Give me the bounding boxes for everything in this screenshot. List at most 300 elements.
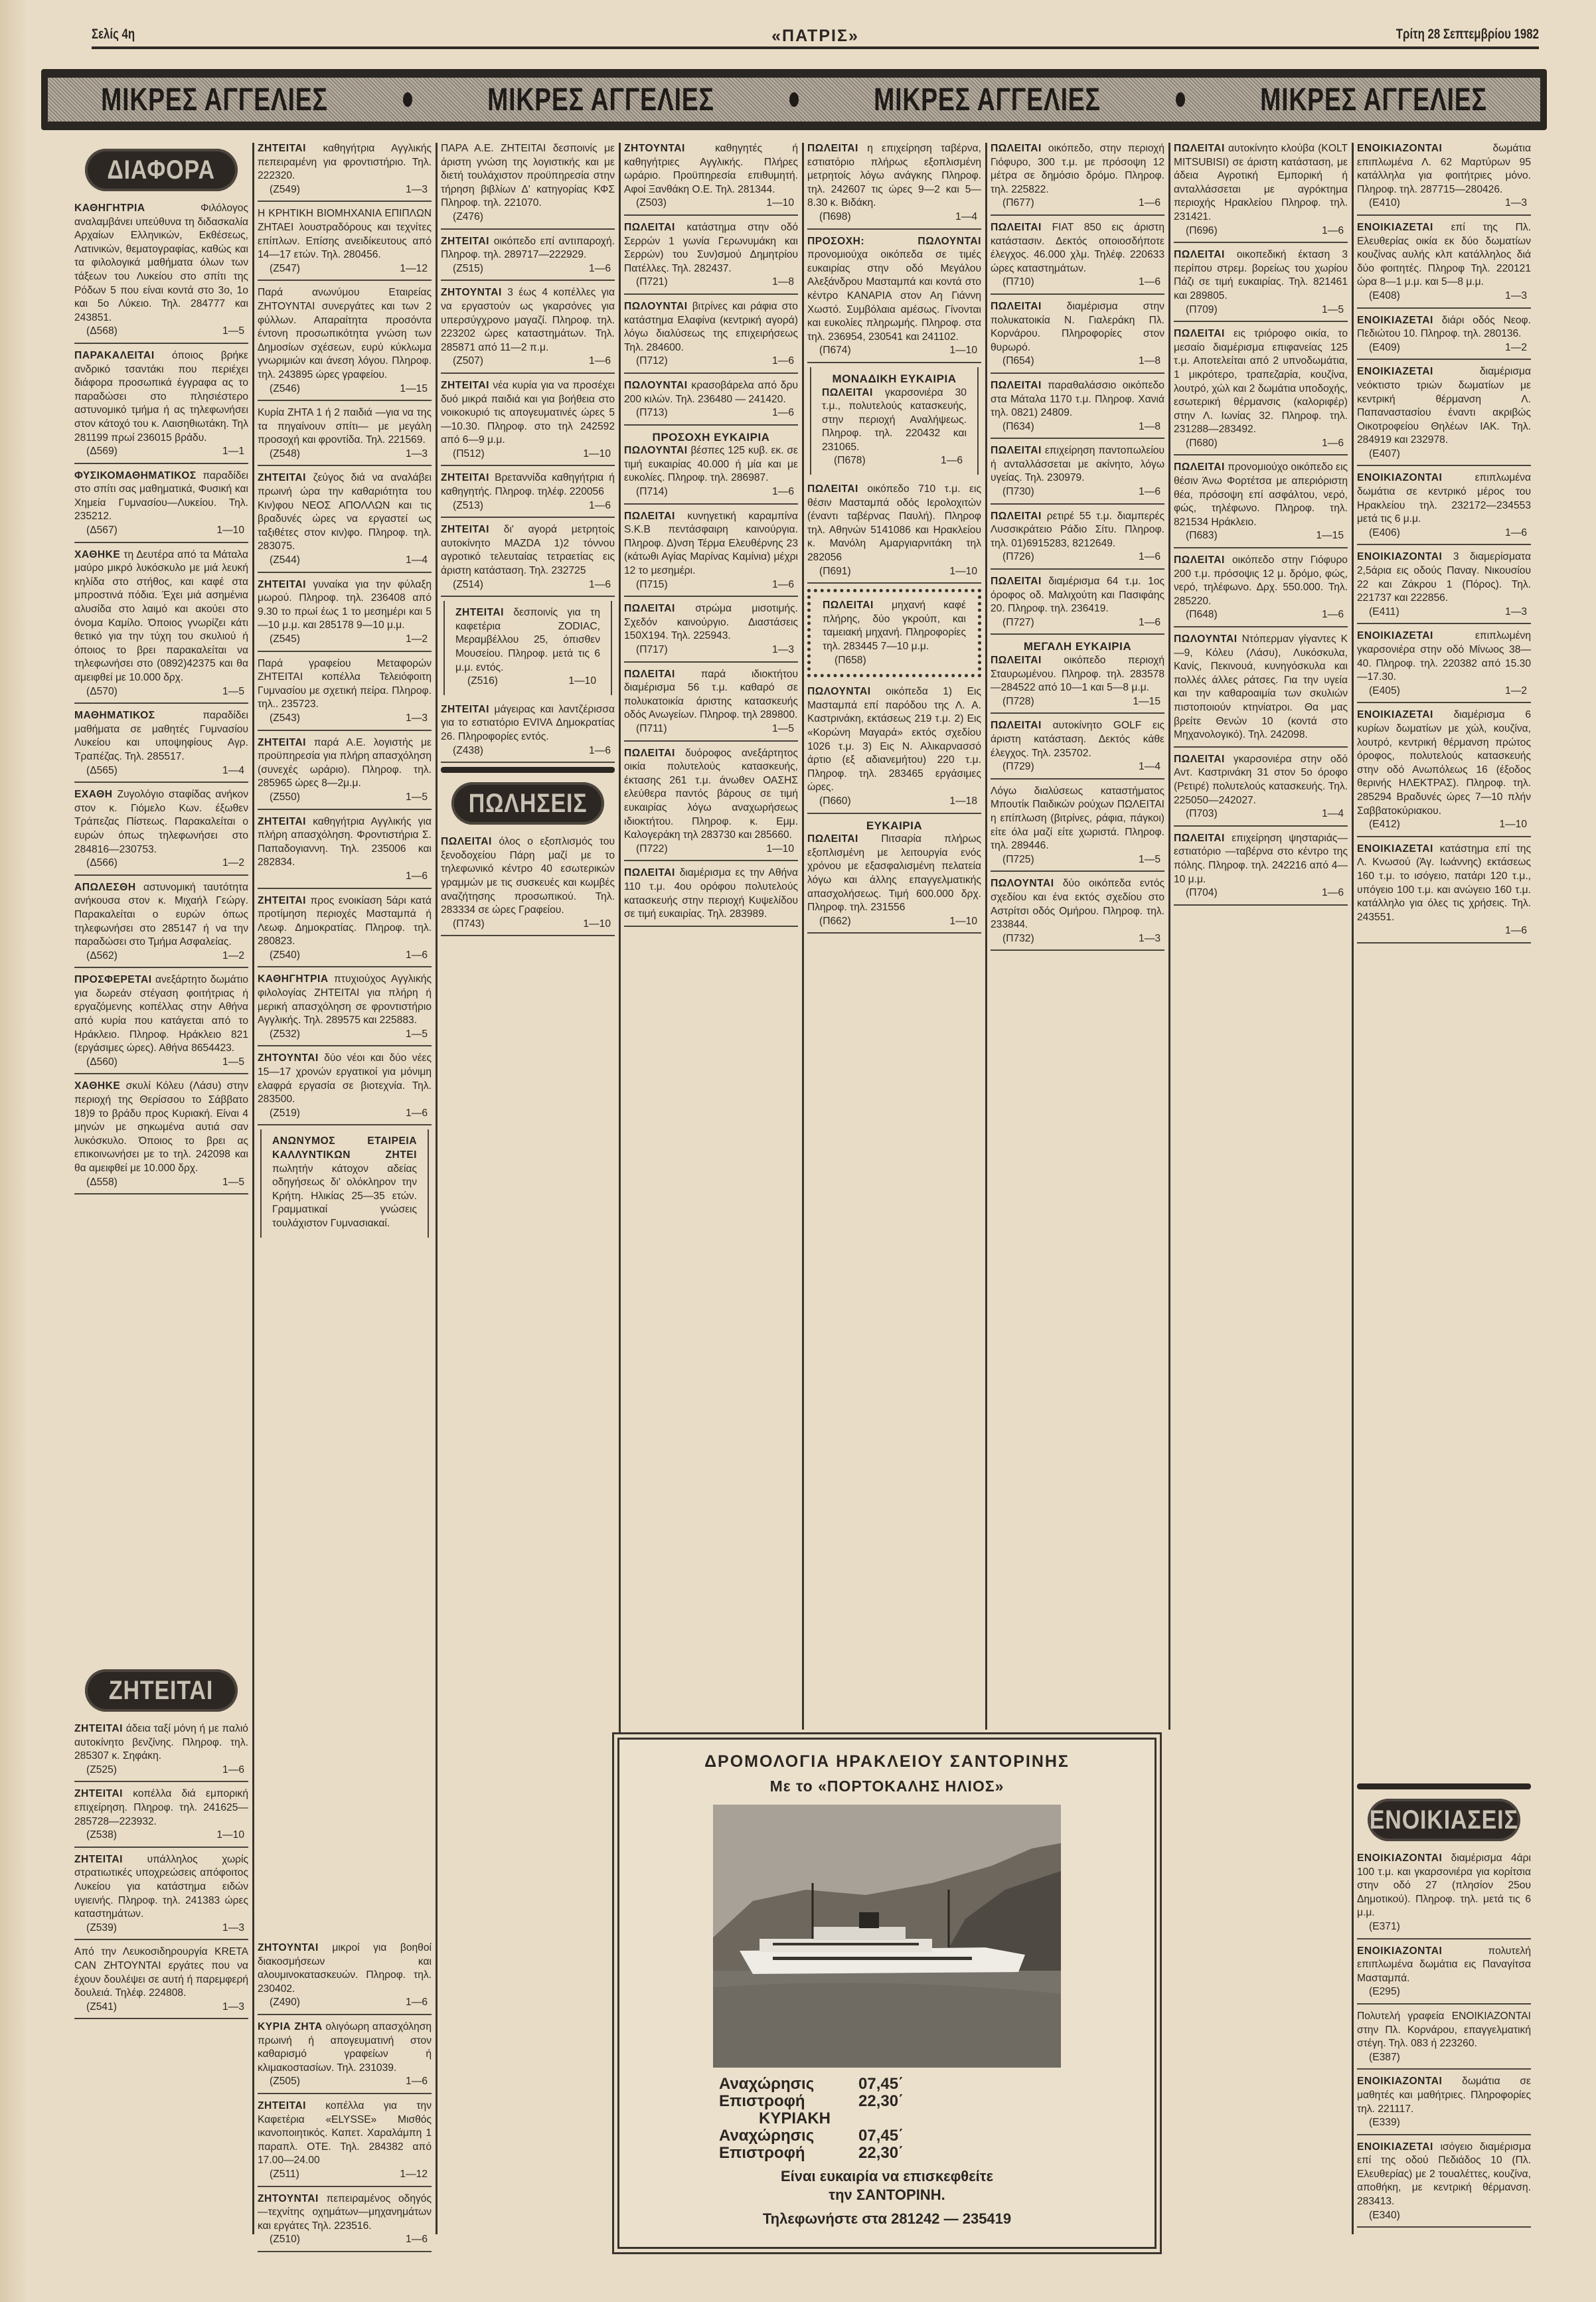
ad-keyword: ΠΩΛΕΙΤΑΙ	[991, 510, 1042, 522]
ad-run: 1—10	[216, 525, 244, 536]
ad-code: (Π648)	[1186, 609, 1218, 621]
ad-body: στρώμα μισοτιμής. Σχεδόν καινούργιο. Διαστάσεις 150Χ194. Τηλ. 225943.	[624, 603, 798, 642]
ad-keyword: ΠΩΛΟΥΝΤΑΙ	[624, 445, 688, 457]
classified-ad	[258, 734, 432, 810]
classified-column-lower	[258, 1939, 432, 2246]
ad-code: (Π717)	[636, 644, 668, 655]
classified-ad	[807, 139, 981, 230]
classified-ad	[1357, 1942, 1531, 2005]
ad-text	[258, 471, 432, 554]
ad-meta	[258, 2075, 432, 2089]
ad-code: (Δ565)	[86, 764, 118, 776]
classified-ad	[991, 782, 1164, 872]
ad-text	[441, 235, 615, 262]
ad-text	[991, 221, 1164, 276]
classified-ad	[1174, 829, 1348, 906]
ad-body: οικοπεδική έκταση 3 περίπου στρεμ. βορείως του χωρίου Πάζι σε τιμή ευκαιρίας. Τηλ. 821461 και 289805.	[1174, 249, 1348, 301]
bullet-icon	[1176, 92, 1185, 107]
ad-keyword: ΠΩΛΟΥΝΤΑΙ	[1174, 633, 1237, 645]
classified-ad	[258, 205, 432, 281]
ad-text	[1174, 633, 1348, 742]
ad-run: 1—4	[955, 210, 977, 222]
ad-text	[991, 142, 1164, 197]
ad-code: (Π683)	[1186, 530, 1218, 542]
ad-text	[1357, 550, 1531, 605]
ad-keyword: ΠΡΟΣΟΧΗ: ΠΩΛΟΥΝΤΑΙ	[807, 235, 981, 247]
ad-code: (Π698)	[819, 210, 851, 222]
ad-meta	[991, 276, 1164, 289]
ad-text	[624, 379, 798, 406]
classified-ad	[258, 1939, 432, 2015]
ad-text	[624, 444, 798, 485]
ad-run: 1—10	[583, 448, 611, 459]
ad-run: 1—8	[772, 276, 794, 288]
header-rule	[92, 46, 1539, 49]
ad-run: 1—6	[406, 2234, 428, 2246]
ad-run: 1—4	[1139, 761, 1160, 773]
ad-text	[823, 599, 966, 653]
ad-text	[74, 788, 248, 857]
ad-meta	[624, 197, 798, 210]
ad-meta	[258, 1996, 432, 2010]
ad-body: πολυτελή επιπλωμένα δωμάτια εις Παναγίτσα Μασταμπά.	[1357, 1945, 1531, 1984]
ad-meta	[1357, 2051, 1531, 2065]
classified-ad	[74, 706, 248, 783]
ad-run: 1—6	[222, 1764, 244, 1775]
ad-text	[258, 142, 432, 183]
ad-code: (Π722)	[636, 843, 668, 855]
ad-keyword: ΕΝΟΙΚΙΑΖΟΝΤΑΙ	[1357, 2076, 1443, 2088]
ad-meta	[441, 578, 615, 592]
ad-text	[74, 202, 248, 325]
ad-text	[807, 483, 981, 565]
ad-text	[1357, 365, 1531, 448]
ad-text	[258, 286, 432, 382]
ad-keyword: ΧΑΘΗΚΕ	[74, 548, 121, 560]
classified-ad	[258, 655, 432, 731]
ad-body: ζεύγος διά να αναλάβει πρωινή ώρα την καθαριότητα του Κιν)φου ΝΕΟΣ ΑΠΟΛΛΩΝ και τις βραδυνές ώρες να εργαστεί ως ταξιθέτες στον κιν)φο. Πληροφ. τηλ. 283075.	[258, 472, 432, 552]
ad-code: (Z510)	[270, 2234, 300, 2246]
ad-code: (Π691)	[819, 565, 851, 577]
ad-run: 1—6	[772, 355, 794, 367]
ad-meta	[441, 262, 615, 276]
ad-meta	[807, 210, 981, 224]
ad-body: οικόπεδα 1) Εις Μασταμπά επί παρόδου της Λ. Α. Καστρινάκη, εκτάσεως 219 τ.μ. 2) Εις «Κορώνη Μαγαρά» εκτός σχεδίου 1026 τ.μ. 3) Εις Ν. Αλικαρνασσό άρτιο (εξ αδιανεμήτου) 220 τ.μ. Πληροφ. τηλ. 283465 εργάσιμες ώρες.	[807, 686, 981, 793]
classified-ad	[1174, 551, 1348, 627]
ad-text	[258, 2192, 432, 2234]
ad-keyword: ΖΗΤΕΙΤΑΙ	[258, 2099, 307, 2111]
ad-meta	[258, 183, 432, 197]
classified-ad	[1357, 363, 1531, 466]
ad-run: 1—10	[766, 843, 794, 855]
ad-code: (Δ569)	[86, 446, 118, 457]
ad-run: 1—6	[589, 578, 611, 590]
ad-run: 1—2	[1505, 341, 1527, 353]
ad-keyword: ΧΑΘΗΚΕ	[74, 1080, 121, 1092]
ad-text	[74, 349, 248, 445]
ad-keyword: ΠΩΛΕΙΤΑΙ	[441, 836, 492, 848]
classified-column	[258, 139, 432, 1926]
ad-code: (Ε387)	[1369, 2051, 1400, 2063]
ad-text	[1174, 327, 1348, 437]
ad-run: 1—5	[406, 791, 428, 803]
ad-body: μάγειρας και λαντζέρισσα για το εστιατόριο EVIVA Δημοκρατίας 26. Πληροφορίες εντός.	[441, 703, 615, 742]
issue-date: Τρίτη 28 Σεπτεμβρίου 1982	[1396, 27, 1539, 42]
ad-text	[258, 406, 432, 448]
ad-keyword: ΖΗΤΕΙΤΑΙ	[455, 607, 505, 619]
classified-ad	[74, 546, 248, 704]
ship-photo	[713, 1805, 1061, 2068]
ad-body: πτυχιούχος Αγγλικής φιλολογίας ΖΗΤΕΙΤΑΙ για πλήρη ή μερική απασχόληση σε φροντιστήριο Αγγλικής. Τηλ. 289575 και 225883.	[258, 973, 432, 1027]
ad-run: 1—1	[222, 446, 244, 457]
ad-keyword: ΖΗΤΕΙΤΑΙ	[258, 894, 307, 906]
ad-body: προς ενοικίαση 5άρι κατά προτίμηση περιοχές Μασταμπά ή Λεωφ. Δημοκρατίας. Πληροφ. τηλ. 280823.	[258, 894, 432, 947]
ad-text	[1174, 248, 1348, 303]
ad-body: δεσποινίς για τη καφετέρια ZODIAC, Μεραμβέλλου 25, όπισθεν Μουσείου. Πληροφ. μετά τις 6 μ.μ. εντός.	[455, 607, 600, 673]
ad-keyword: ΠΩΛΕΙΤΑΙ	[807, 143, 858, 154]
return-time: 22,30΄	[858, 2092, 904, 2110]
ad-run: 1—2	[1505, 685, 1527, 697]
ad-code: (Z539)	[86, 1922, 117, 1933]
ad-body: οικόπεδο 710 τ.μ. εις θέσιν Μασταμπά οδός Ιερολοχιτών (έναντι ταβέρνας Παυλή). Πληροφ τηλ. Αθηνών 5141086 και Ηρακλείου κ. Μανόλη Αμαργιαρνιτάκη τηλ 282056	[807, 483, 981, 564]
ad-text	[1357, 142, 1531, 197]
ad-meta	[455, 675, 600, 689]
ad-code: (Π678)	[834, 455, 866, 467]
ad-meta	[807, 565, 981, 579]
ad-meta	[1357, 685, 1531, 699]
ad-meta	[258, 554, 432, 568]
ad-meta	[258, 633, 432, 647]
classified-ad	[1174, 750, 1348, 827]
ad-body: Πολυτελή γραφεία ΕΝΟΙΚΙΑΖΟΝΤΑΙ στην Πλ. Κορνάρου, επαγγελματική στέγη. Τηλ. 083 ή 223260.	[1357, 2010, 1531, 2050]
ad-run: 1—3	[772, 644, 794, 655]
ad-text	[441, 286, 615, 355]
ad-keyword: ΕΝΟΙΚΙΑΖΕΤΑΙ	[1357, 221, 1433, 233]
classified-ad	[991, 637, 1164, 714]
ad-keyword: ΖΗΤΕΙΤΑΙ	[74, 1723, 123, 1734]
banner-word: ΜΙΚΡΕΣ ΑΓΓΕΛΙΕΣ	[874, 82, 1101, 118]
ad-run: 1—4	[1322, 808, 1344, 820]
classified-ad	[624, 139, 798, 216]
ad-code: (Π704)	[1186, 887, 1218, 899]
ad-keyword: ΕΝΟΙΚΙΑΖΕΤΑΙ	[1357, 366, 1433, 378]
ad-body: δύο νέοι και δύο νέες 15—17 χρονών εργατικοί για μόνιμη ελαφρά εργασία σε βιοτεχνία. Τηλ. 283500.	[258, 1052, 432, 1106]
ad-meta	[1357, 289, 1531, 303]
ad-meta	[74, 857, 248, 870]
ad-body: όποιος βρήκε ανδρικό τσαντάκι που περιέχει διάφορα προσωπικά έγγραφα ας το παραδώσει στο πλησιέστερο αστυνομικό τμήμα ή ας τηλεφωνήσει στον κάτοχό του κ. Λαισηθιωτάκη. Τηλ 281199 πρωί 236015 βράδυ.	[74, 349, 248, 444]
ad-body: γυναίκα για την φύλαξη μωρού. Πληροφ. τηλ. 236408 από 9.30 το πρωί έως 1 το μεσημέρι και 5—10 μ.μ. και 285178 9—10 μ.μ.	[258, 578, 432, 631]
ferry-schedule	[719, 2076, 1155, 2162]
ad-text	[624, 142, 798, 197]
classified-ad	[258, 576, 432, 652]
ad-meta	[991, 932, 1164, 946]
ad-body: Η ΚΡΗΤΙΚΗ ΒΙΟΜΗΧΑΝΙΑ ΕΠΙΠΛΩΝ ΖΗΤΑΕΙ λουστραδόρους και τεχνίτες επίπλων. Επίσης ανειδίκευτους από 14—17 ετών. Τηλ. 280456.	[258, 208, 432, 261]
page-number: Σελίς 4η	[92, 27, 135, 42]
ad-run: 1—3	[406, 183, 428, 195]
ad-text	[272, 1135, 417, 1230]
ad-run: 1—10	[568, 675, 596, 687]
ad-text	[258, 736, 432, 791]
ad-keyword: ΖΗΤΕΙΤΑΙ	[441, 524, 490, 536]
ad-keyword: ΠΩΛΕΙΤΑΙ	[1174, 328, 1225, 340]
ad-text	[258, 1052, 432, 1106]
ad-meta	[258, 712, 432, 726]
ad-body: υπάλληλος χωρίς στρατιωτικές υποχρεώσεις απόφοιτος Λυκείου για κατάστημα ειδών υγιεινής. Πληροφ. τηλ. 241383 ώρες καταστημάτων.	[74, 1853, 248, 1920]
classified-column	[441, 139, 615, 1726]
ad-keyword: ΠΩΛΕΙΤΑΙ	[807, 833, 858, 845]
ad-run: 1—15	[1316, 530, 1344, 542]
classified-ad	[1357, 706, 1531, 837]
section-title: ΕΝΟΙΚΙΑΣΕΙΣ	[1370, 1805, 1518, 1835]
classified-ad	[441, 521, 615, 597]
ad-body: τη Δευτέρα από τα Μάταλα μαύρο μικρό λυκόσκυλο με μιά λευκή κηλίδα στο στήθος, και καφέ στα μπροστινά πόδια. Έχει μιά ασημένια αλυσίδα στο λαιμό και ακούει στο όνομα Καμίλο. Όποιος γνωρίζει κάτι θετικό για την τύχη του σκυλιού ή όποιος το βρει παρακαλείται να τηλεφωνήσει στο (0892)42375 και θα αμειφθεί με 10.000 δρχ.	[74, 548, 248, 683]
ad-code: (Π680)	[1186, 437, 1218, 449]
ad-keyword: ΠΩΛΕΙΤΑΙ	[991, 143, 1042, 154]
classified-ad	[1174, 139, 1348, 243]
ad-text	[1357, 471, 1531, 526]
ad-code: (Π732)	[1002, 932, 1034, 944]
ad-body: οικόπεδο επί αντιπαροχή. Πληροφ. τηλ. 289717—222929.	[441, 235, 615, 261]
ad-meta	[1174, 886, 1348, 900]
ad-keyword: ΠΩΛΟΥΝΤΑΙ	[991, 878, 1054, 890]
ad-keyword: ΕΧΑΘΗ	[74, 789, 113, 801]
ad-keyword: ΖΗΤΟΥΝΤΑΙ	[258, 1942, 319, 1953]
ad-body: επιχείρηση ψησταριάς— εστιατόριο —ταβέρνα στο κέντρο της πόλης. Πληροφ. τηλ. 242216 από 4—10 μ.μ.	[1174, 832, 1348, 885]
ad-text	[624, 221, 798, 276]
ad-body: εις τριόροφο οικία, το μεσαίο διαμέρισμα επιφανείας 125 τ.μ. Αποτελείται από 2 υπνοδωμάτια, 1 μικρότερο, τραπεζαρία, κουζίνα, λουτρό, χώλ και 2 δωμάτια υποδοχής, εσωτερική θέρμανσις (καλοριφέρ) στην Λ. Ιωνίας 32. Πληροφ. τηλ. 231288—283492.	[1174, 328, 1348, 436]
classified-ad	[1357, 469, 1531, 545]
classified-ad	[807, 817, 981, 934]
ad-heading: ΕΥΚΑΙΡΙΑ	[866, 819, 923, 832]
ad-run: 1—10	[766, 197, 794, 209]
ad-text	[74, 1787, 248, 1829]
ad-keyword: ΖΗΤΕΙΤΑΙ	[258, 736, 307, 748]
ad-text	[1357, 221, 1531, 289]
ad-text	[258, 2099, 432, 2168]
ad-meta	[74, 1764, 248, 1777]
classified-column	[1174, 139, 1348, 1866]
classified-ad	[807, 480, 981, 584]
ad-code: (Ε339)	[1369, 2117, 1400, 2129]
classified-ad	[807, 683, 981, 813]
classified-ad	[624, 744, 798, 862]
classified-ad	[74, 785, 248, 876]
ad-meta	[1174, 529, 1348, 543]
ad-body: κοπέλλα για την Καφετέρια «ELYSSE» Μισθός ικανοποιητικός. Καπετ. Χαραλάμπη 1 παραπλ. ΟΤΕ. Τηλ. 284382 από 17.00—24.00	[258, 2099, 432, 2167]
ad-text	[991, 379, 1164, 420]
ad-run: 1—6	[1139, 486, 1160, 498]
ad-run: 1—15	[1133, 695, 1160, 707]
ad-code: (Π729)	[1002, 761, 1034, 773]
ad-keyword: ΕΝΟΙΚΙΑΖΕΤΑΙ	[1357, 630, 1433, 642]
ad-body: επιπλωμένη γκαρσονιέρα στην οδό Μίνωος 38—40. Πληροφ. τηλ. 220382 από 15.30—17.30.	[1357, 630, 1531, 683]
ad-keyword: ΠΩΛΕΙΤΑΙ	[991, 655, 1042, 666]
ad-body: δύο οικόπεδα εντός σχεδίου και ένα εκτός σχεδίου στο Αστρίτσι οδός Ομήρου. Πληροφ. τηλ. 233844.	[991, 878, 1164, 931]
ad-code: (Z532)	[270, 1028, 300, 1040]
ad-code: (Z505)	[270, 2076, 300, 2088]
ad-body: κατάστημα στην οδό Σερρών 1 γωνία Γερωνυμάκη και Σερρών) του Συν)σμού Δημητρίου Πατέλλες. Τηλ. 282437.	[624, 221, 798, 274]
ad-keyword: ΦΥΣΙΚΟΜΑΘΗΜΑΤΙΚΟΣ	[74, 469, 197, 481]
ad-text	[1174, 832, 1348, 886]
classified-ad	[991, 716, 1164, 779]
ad-code: (Π709)	[1186, 303, 1218, 315]
ad-meta	[441, 918, 615, 932]
ad-text	[258, 578, 432, 633]
ad-keyword: ΠΩΛΕΙΤΑΙ	[991, 720, 1042, 732]
ad-keyword: ΠΩΛΕΙΤΑΙ	[1174, 461, 1225, 473]
classified-ad	[258, 892, 432, 968]
ad-body: σκυλί Κόλευ (Λάσυ) στην περιοχή της Θερίσσου το Σάββατο 18)9 το βράδυ προς Κυριακή. Είναι 4 μηνών με σηκωμένα αυτιά σαν λυκόσκυλο. Όποιος το βρει ας επικοινωνήσει με το τηλ. 242098 και θα αμειφθεί με 10.000 δρχ.	[74, 1080, 248, 1174]
ad-meta	[74, 1176, 248, 1190]
ad-meta	[1174, 807, 1348, 821]
column-rule	[1168, 143, 1170, 1730]
ad-run: 1—6	[772, 407, 794, 419]
ad-code: (Π727)	[1002, 616, 1034, 628]
ad-code: (Π726)	[1002, 551, 1034, 563]
ad-meta	[258, 382, 432, 396]
ad-keyword: ΠΩΛΕΙΤΑΙ	[624, 668, 675, 680]
ad-run: 1—10	[949, 345, 977, 357]
ad-keyword: ΖΗΤΕΙΤΑΙ	[74, 1853, 123, 1865]
ad-keyword: ΖΗΤΟΥΝΤΑΙ	[624, 143, 685, 154]
ad-keyword: ΖΗΤΕΙΤΑΙ	[441, 379, 490, 391]
ad-body: βιτρίνες και ράφια στο κατάστημα Ελαφίνα (κεντρική αγορά) λόγω διαλύσεως της επιχειρήσεως Τηλ. 284600.	[624, 300, 798, 353]
column-rule	[436, 143, 438, 2234]
classified-ad	[258, 139, 432, 202]
ad-run: 1—5	[222, 1056, 244, 1068]
ad-run: 1—5	[222, 1176, 244, 1188]
ad-meta	[1357, 924, 1531, 938]
ad-meta	[624, 643, 798, 657]
ad-run: 1—10	[949, 915, 977, 927]
ad-code: (Ε407)	[1369, 448, 1400, 459]
classified-ad	[258, 970, 432, 1046]
ad-text	[807, 235, 981, 345]
ad-meta	[74, 1829, 248, 1843]
classified-ad	[74, 1720, 248, 1782]
ad-text	[1357, 1945, 1531, 1986]
ad-code: (Δ570)	[86, 685, 118, 697]
ad-code: (Z490)	[270, 1997, 300, 2009]
ad-code: (Π715)	[636, 578, 668, 590]
ad-code: (Ε340)	[1369, 2209, 1400, 2221]
ad-code: (Z546)	[270, 382, 300, 394]
classified-ad	[991, 218, 1164, 295]
ad-body: προνομιούχο οικόπεδο εις θέσιν Άνω Φορτέτσα με απεριόριστη θέα, πρόσοψη επί ασφάλτου, νερό, φώς, τηλέφωνο. Πληροφ. τηλ. 821534 Ηράκλειο.	[1174, 461, 1348, 528]
ad-keyword: ΖΗΤΕΙΤΑΙ	[258, 815, 307, 827]
ad-keyword: ΖΗΤΕΙΤΑΙ	[258, 578, 307, 590]
departure-label: Αναχώρησις	[719, 2075, 815, 2093]
ad-body: αυτοκίνητο GOLF εις άριστη κατάσταση. Δεκτός κάθε έλεγχος. Τηλ. 235702.	[991, 720, 1164, 759]
ad-keyword: ΠΩΛΕΙΤΑΙ	[822, 386, 873, 398]
ad-meta	[74, 764, 248, 778]
classified-ad	[443, 601, 612, 695]
ad-run: 1—6	[406, 949, 428, 961]
ad-body: πωλητήν κάτοχον αδείας οδηγήσεως δι' ολόκληρον την Κρήτη. Ηλικίας 25—35 ετών. Γραμματικαί γνώσεις τουλάχιστον Γυμνασιακαί.	[272, 1163, 417, 1229]
ad-text	[624, 866, 798, 921]
ad-meta	[1357, 341, 1531, 355]
ad-body: διάρι οδός Νεοφ. Πεδιώτου 10. Πληροφ. τηλ. 280136.	[1357, 314, 1531, 340]
ad-code: (Δ567)	[86, 525, 118, 536]
page-header	[92, 27, 1539, 45]
ad-meta	[823, 654, 966, 668]
classified-ad	[1357, 2072, 1531, 2135]
ad-body: Κυρία ΖΗΤΑ 1 ή 2 παιδιά —για να της τα πηγαίνουν σπίτι— με μεγάλη προσοχή και φροντίδα. Τηλ. 221569.	[258, 407, 432, 446]
sunday-departure-time: 07,45΄	[858, 2127, 904, 2145]
ad-code: (Δ560)	[86, 1056, 118, 1068]
ad-body: καθηγητές ή καθηγήτριες Αγγλικής. Πλήρες ωράριο. Προϋπηρεσία επιθυμητή. Αφοί Ξανθάκη Ο.Ε. Τηλ. 281344.	[624, 143, 798, 195]
ad-run: 1—5	[1139, 853, 1160, 865]
ad-meta	[1357, 197, 1531, 210]
classified-ad	[1174, 630, 1348, 748]
ad-body: Λόγω διαλύσεως καταστήματος Μπουτίκ Παιδικών ρούχων ΠΩΛΕΙΤΑΙ η επίπλωση (βιτρίνες, ράφια, πάγκοι) είτε όλα μαζί είτε χωριστά. Πληροφ. τηλ. 289446.	[991, 785, 1164, 852]
ad-keyword: ΖΗΤΕΙΤΑΙ	[441, 235, 490, 247]
ad-run: 1—6	[772, 486, 794, 498]
ad-text	[624, 747, 798, 843]
ad-keyword: ΖΗΤΕΙΤΑΙ	[441, 703, 490, 715]
ad-code: (Π660)	[819, 795, 851, 807]
section-header	[85, 149, 238, 191]
ad-meta	[258, 262, 432, 276]
banner-word: ΜΙΚΡΕΣ ΑΓΓΕΛΙΕΣ	[101, 82, 329, 118]
ad-keyword: ΠΡΟΣΦΕΡΕΤΑΙ	[74, 974, 152, 986]
ad-text	[991, 654, 1164, 695]
ad-run: 1—10	[216, 1829, 244, 1841]
ad-body: οικόπεδο περιοχή Σταυρωμένου. Πληροφ. τηλ. 283578—284522 από 10—1 και 5—8 μ.μ.	[991, 655, 1164, 694]
banner-word: ΜΙΚΡΕΣ ΑΓΓΕΛΙΕΣ	[1259, 82, 1487, 118]
ad-run: 1—3	[1139, 932, 1160, 944]
ad-code: (Ε406)	[1369, 527, 1400, 538]
ad-text	[807, 685, 981, 795]
ad-code: (Ε371)	[1369, 1920, 1400, 1932]
ad-body: προνομιούχα οικόπεδα σε τιμές ευκαιρίας στην οδό Μεγάλου Αλεξάνδρου Μασταμπά και κοντά στο κέντρο ΚΑΝΑΡΙΑ στον Αη Γιάννη Χωστό. Συμβόλαια αμέσως. Γίνονται και ευκολίες πληρωμής. Πληροφ. στα τηλ. 236954, 230541 και 241102.	[807, 249, 981, 343]
ad-text	[822, 386, 967, 455]
ad-meta	[1174, 224, 1348, 238]
ad-body: βέσπες 125 κυβ. εκ. σε τιμή ευκαιρίας 40.000 ή μία και με ευκολίες. Πληροφ. τηλ. 286987.	[624, 445, 798, 484]
ad-text	[991, 300, 1164, 355]
ad-run: 1—6	[1139, 616, 1160, 628]
ad-meta	[74, 1056, 248, 1070]
ad-keyword: ΖΗΤΕΙΤΑΙ	[441, 472, 490, 484]
ad-run: 1—3	[406, 712, 428, 724]
ad-code: (Z543)	[270, 712, 300, 724]
slogan-line-2: την ΣΑΝΤΟΡΙΝΗ.	[829, 2186, 945, 2203]
ad-body: διαμέρισμα στην πολυκατοικία Ν. Γιαλεράκη Πλ. Κορνάρου. Πληροφορίες στον θυρωρό.	[991, 300, 1164, 353]
ad-text	[74, 548, 248, 685]
ad-code: (Ε405)	[1369, 685, 1400, 697]
ad-body: ανεξάρτητο δωμάτιο για δωρεάν στέγαση φοιτήτριας ή εργαζόμενης κοπέλλας στην Αθήνα από κυρία που κατάγεται από το Ηράκλειο. Πληροφ. Ηράκλειο 821 (εργάσιμες ώρες). Αθήνα 8654423.	[74, 974, 248, 1054]
ad-run: 1—3	[1505, 289, 1527, 301]
ad-code: (Z549)	[270, 183, 300, 195]
ad-code: (Π662)	[819, 915, 851, 927]
ad-body: δυόροφος ανεξάρτητος οικία πολυτελούς κατασκευής, έκτασης 261 τ.μ. άνωθεν ΟΑΣΗΣ ελεύθερα παντός βάρους σε τιμή ευκαιρίας λόγω αναχωρήσεως ιδιοκτήτου. Πληροφ. κ. Εμμ. Καλογεράκη τηλ 283730 και 285660.	[624, 747, 798, 841]
ferry-ad-subtitle: Με το «ΠΟΡΤΟΚΑΛΗΣ ΗΛΙΟΣ»	[769, 1777, 1004, 1795]
ad-keyword: ΠΩΛΟΥΝΤΑΙ	[807, 686, 871, 698]
classified-ad	[441, 284, 615, 374]
ad-code: (Π743)	[453, 918, 485, 930]
ad-body: άδεια ταξί μόνη ή με παλιό αυτοκίνητο βενζίνης. Πληροφ. τηλ. 285307 κ. Σηφάκη.	[74, 1723, 248, 1762]
ad-text	[991, 575, 1164, 616]
ferry-ad-slogan	[619, 2167, 1155, 2204]
classified-ad	[624, 600, 798, 662]
ad-text	[74, 1853, 248, 1922]
ad-keyword: ΠΩΛΕΙΤΑΙ	[991, 221, 1042, 233]
newspaper-title: «ΠΑΤΡΙΣ»	[771, 27, 859, 45]
ad-body: Ντόπερμαν γίγαντες Κ—9, Κόλευ (Λάσυ), Λυκόσκυλα, Κανίς, Πεκινουά, κυνηγόσκυλα και πολλές άλλες ράτσες. Για την υγεία και την καθαροαιμία των σκυλιών πιστοποιούν κτηνίατροι. Θα μας βρείτε Θενών 10 (κοντά στο Μηχανολογικό). Τηλ. 242098.	[1174, 633, 1348, 741]
ad-run: 1—2	[222, 857, 244, 869]
ad-run: 1—6	[1322, 437, 1344, 449]
ad-text	[441, 703, 615, 744]
